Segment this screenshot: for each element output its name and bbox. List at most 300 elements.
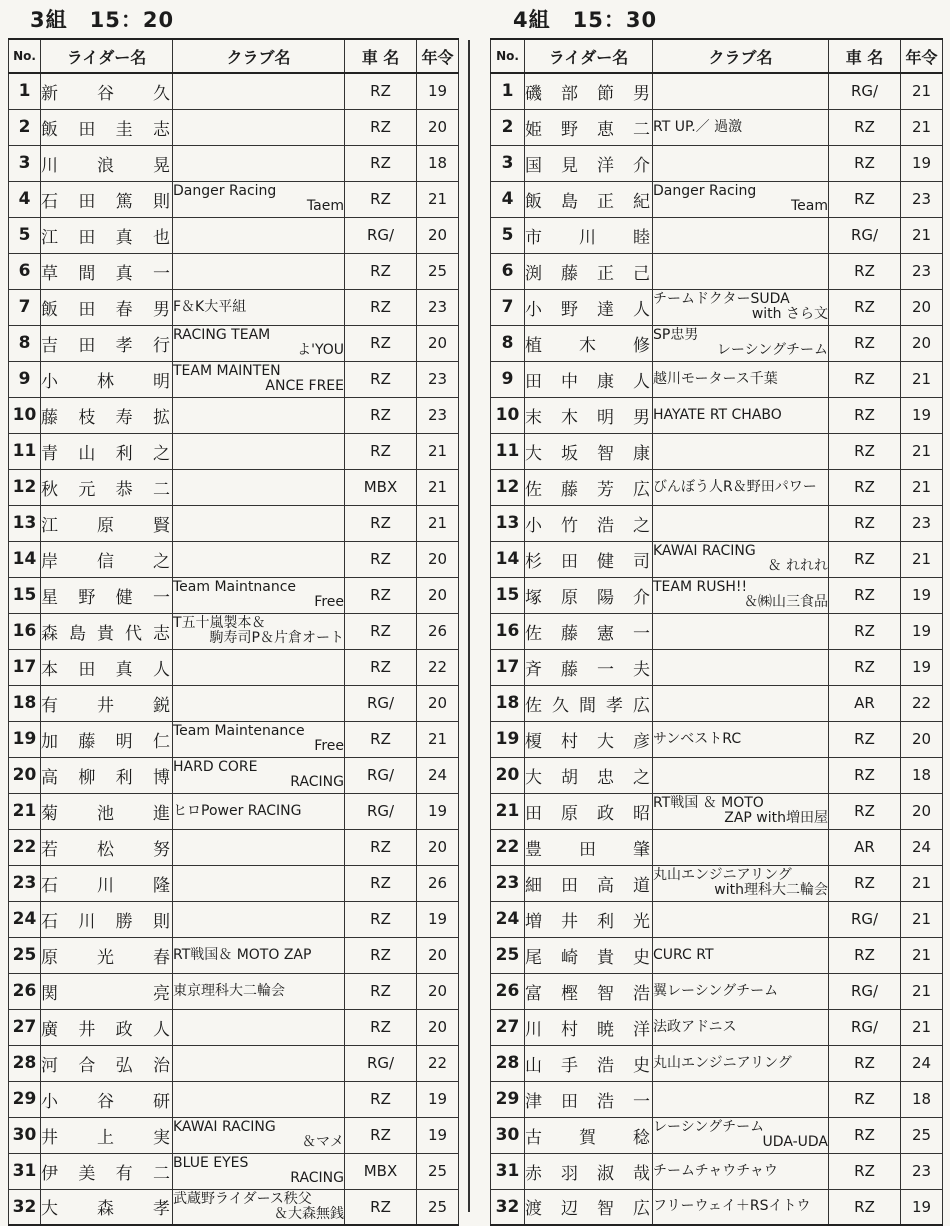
rider-name-cell [41,253,173,289]
rider-name-cell [525,253,653,289]
table-row [9,181,459,217]
table-row [491,577,943,613]
rider-number: 14 [9,541,41,577]
table-row [491,505,943,541]
table-row [491,685,943,721]
rider-name: 星野健一 [41,587,172,608]
rider-name-cell [41,793,173,829]
rider-number: 27 [491,1009,525,1045]
rider-number: 31 [491,1153,525,1189]
vehicle-name: RZ [345,1081,417,1117]
rider-name-cell [525,1153,653,1189]
vehicle-name: RZ [829,109,901,145]
rider-number: 14 [491,541,525,577]
rider-age: 20 [417,217,459,253]
rider-name-cell [525,829,653,865]
rider-name: 山手浩史 [525,1055,652,1076]
club-name-line-1: KAWAI RACING [653,543,756,559]
rider-name-cell [525,109,653,145]
club-name-cell [173,721,345,757]
vehicle-name: RZ [829,1081,901,1117]
club-name-cell [653,289,829,325]
rider-name: 秋元恭二 [41,479,172,500]
rider-number: 18 [491,685,525,721]
header-car: 車 名 [345,39,417,73]
rider-name: 青山利之 [41,443,172,464]
rider-number: 10 [9,397,41,433]
table-row [491,973,943,1009]
vehicle-name: RZ [829,289,901,325]
rider-number: 10 [491,397,525,433]
rider-name-cell [41,469,173,505]
vehicle-name: RZ [345,1189,417,1225]
rider-number: 21 [9,793,41,829]
vehicle-name: RZ [829,1153,901,1189]
rider-number: 8 [491,325,525,361]
club-name-line-1: 法政アドニス [653,1018,737,1035]
club-name-line-2: ＆㈱山三食品 [744,594,828,610]
rider-number: 25 [9,937,41,973]
vehicle-name: RZ [345,289,417,325]
club-name-cell [653,541,829,577]
rider-age: 21 [901,109,943,145]
vehicle-name: RZ [345,145,417,181]
club-name-cell [173,145,345,181]
table-row [491,469,943,505]
club-name-cell [653,109,829,145]
club-name-line-1: チームチャウチャウ [653,1162,778,1179]
rider-name: 赤羽淑哉 [525,1163,652,1184]
rider-age: 23 [417,397,459,433]
club-name-line-2: with さら文 [751,306,828,322]
table-row [491,721,943,757]
club-name-cell [653,505,829,541]
club-name-line-1: 東京理科大二輪会 [173,982,285,999]
rider-name-cell [41,829,173,865]
rider-age: 21 [417,721,459,757]
rider-name-cell [41,1009,173,1045]
vehicle-name: RG/ [829,73,901,109]
club-name-cell [653,469,829,505]
rider-name-cell [525,937,653,973]
table-row [9,1117,459,1153]
table-row [491,937,943,973]
club-name-cell [653,253,829,289]
table-row [491,1153,943,1189]
rider-name: 市川睦 [525,227,652,248]
club-name-line-1: フリーウェイ＋RSイトウ [653,1198,811,1215]
vehicle-name: RZ [345,253,417,289]
club-name-line-1: 丸山エンジニアリング [653,1054,792,1071]
vehicle-name: RZ [829,649,901,685]
rider-name-cell [525,145,653,181]
table-row [491,361,943,397]
table-row [491,73,943,109]
rider-number: 22 [9,829,41,865]
rider-name: 渕藤正己 [525,263,652,284]
rider-number: 1 [9,73,41,109]
rider-number: 15 [9,577,41,613]
table-header-row [491,39,943,73]
rider-number: 26 [491,973,525,1009]
vehicle-name: RZ [345,973,417,1009]
club-name-cell [653,433,829,469]
club-name-cell [653,145,829,181]
rider-name: 佐久間孝広 [525,695,652,716]
rider-name-cell [41,973,173,1009]
rider-age: 21 [901,217,943,253]
column-divider [468,40,470,1212]
vehicle-name: RZ [345,865,417,901]
rider-name-cell [525,1009,653,1045]
group-3-heading: 3組 15：20 [30,8,175,32]
table-row [491,793,943,829]
vehicle-name: RG/ [345,217,417,253]
rider-name: 江田真也 [41,227,172,248]
table-row [9,325,459,361]
rider-name-cell [525,325,653,361]
rider-name: 本田真人 [41,659,172,680]
rider-number: 3 [9,145,41,181]
club-name-line-2: ＆ れれれ [767,558,828,574]
rider-name: 佐藤芳広 [525,479,652,500]
rider-name: 岸信之 [41,551,172,572]
vehicle-name: RZ [829,325,901,361]
table-header-row [9,39,459,73]
club-name-line-1: TEAM RUSH!! [653,579,748,595]
club-name-cell [173,505,345,541]
rider-name-cell [525,181,653,217]
vehicle-name: RZ [345,325,417,361]
rider-age: 21 [901,937,943,973]
rider-age: 26 [417,613,459,649]
rider-name: 塚原陽介 [525,587,652,608]
club-name-line-1: Team Maintnance [173,579,296,595]
rider-number: 20 [9,757,41,793]
club-name-line-1: TEAM MAINTEN [173,363,281,379]
table-row [491,181,943,217]
rider-name: 大胡忠之 [525,767,652,788]
rider-name-cell [525,361,653,397]
club-name-line-1: T五十嵐製本＆ [173,615,266,631]
rider-name: 有井鋭 [41,695,172,716]
table-row [491,433,943,469]
rider-name-cell [525,685,653,721]
table-row [9,469,459,505]
club-name-line-1: F＆K大平組 [173,298,247,315]
club-name-cell [173,865,345,901]
table-row [9,649,459,685]
club-name-cell [653,1009,829,1045]
rider-name-cell [525,973,653,1009]
rider-number: 32 [491,1189,525,1225]
rider-age: 20 [417,325,459,361]
rider-number: 11 [491,433,525,469]
rider-name-cell [41,1117,173,1153]
rider-name-cell [41,217,173,253]
rider-number: 17 [491,649,525,685]
rider-name-cell [41,73,173,109]
vehicle-name: RZ [829,433,901,469]
rider-number: 16 [491,613,525,649]
club-name-cell [653,757,829,793]
rider-name: 飯田圭志 [41,119,172,140]
vehicle-name: RZ [829,361,901,397]
vehicle-name: RG/ [345,685,417,721]
vehicle-name: RZ [829,613,901,649]
rider-name-cell [525,649,653,685]
rider-number: 3 [491,145,525,181]
rider-number: 1 [491,73,525,109]
rider-name-cell [41,181,173,217]
vehicle-name: MBX [345,469,417,505]
table-row [491,109,943,145]
rider-name-cell [41,505,173,541]
table-row [9,613,459,649]
club-name-cell [173,73,345,109]
table-row [491,1045,943,1081]
rider-name: 増井利光 [525,911,652,932]
vehicle-name: MBX [345,1153,417,1189]
rider-age: 19 [901,145,943,181]
club-name-line-2: RACING [290,774,344,790]
rider-number: 13 [9,505,41,541]
vehicle-name: RZ [345,937,417,973]
club-name-line-1: KAWAI RACING [173,1119,276,1135]
rider-number: 6 [491,253,525,289]
header-car: 車 名 [829,39,901,73]
club-name-cell [173,253,345,289]
rider-name-cell [525,541,653,577]
table-row [491,901,943,937]
vehicle-name: RZ [829,1045,901,1081]
rider-number: 19 [491,721,525,757]
table-row [491,1117,943,1153]
club-name-cell [653,397,829,433]
rider-name: 豊田肇 [525,839,652,860]
table-row [491,145,943,181]
rider-age: 20 [417,685,459,721]
rider-name-cell [525,865,653,901]
rider-name-cell [41,397,173,433]
header-rider: ライダー名 [41,39,173,73]
table-row [9,757,459,793]
rider-name: 飯島正紀 [525,191,652,212]
rider-age: 25 [417,1189,459,1225]
rider-age: 23 [901,253,943,289]
club-name-cell [653,577,829,613]
rider-age: 21 [901,901,943,937]
table-row [9,289,459,325]
rider-number: 4 [9,181,41,217]
vehicle-name: RZ [829,181,901,217]
vehicle-name: RZ [345,721,417,757]
table-row [9,901,459,937]
vehicle-name: RZ [829,253,901,289]
rider-number: 8 [9,325,41,361]
club-name-line-1: HARD CORE [173,759,258,775]
vehicle-name: RZ [345,397,417,433]
club-name-line-2: よ'YOU [297,342,344,358]
rider-age: 23 [901,505,943,541]
table-row [491,865,943,901]
club-name-cell [173,613,345,649]
club-name-line-2: ＆大森無銭 [274,1205,344,1222]
rider-name: 小竹浩之 [525,515,652,536]
rider-name-cell [41,757,173,793]
club-name-cell [653,973,829,1009]
rider-name-cell [41,721,173,757]
rider-number: 30 [9,1117,41,1153]
rider-name: 廣井政人 [41,1019,172,1040]
vehicle-name: RZ [829,1189,901,1225]
rider-name-cell [525,1081,653,1117]
rider-age: 19 [417,793,459,829]
club-name-line-1: RACING TEAM [173,327,271,343]
rider-name: 津田浩一 [525,1091,652,1112]
table-row [9,1081,459,1117]
club-name-cell [653,865,829,901]
rider-name: 石川隆 [41,875,172,896]
rider-number: 12 [9,469,41,505]
rider-number: 2 [491,109,525,145]
table-row [491,1009,943,1045]
rider-age: 22 [417,1045,459,1081]
table-row [9,1045,459,1081]
rider-name: 川浪晃 [41,155,172,176]
table-row [491,829,943,865]
table-row [491,1081,943,1117]
vehicle-name: RZ [829,469,901,505]
vehicle-name: RZ [345,829,417,865]
rider-age: 21 [417,469,459,505]
club-name-line-1: Danger Racing [653,183,757,199]
club-name-cell [173,397,345,433]
rider-age: 19 [417,901,459,937]
rider-name: 古賀稔 [525,1127,652,1148]
rider-name: 関亮 [41,983,172,1004]
group-4-table [490,38,943,1226]
club-name-cell [173,1009,345,1045]
rider-name-cell [41,145,173,181]
rider-name-cell [41,937,173,973]
rider-age: 21 [901,433,943,469]
club-name-line-2: RACING [290,1170,344,1186]
rider-age: 23 [417,361,459,397]
rider-name: 新谷久 [41,83,172,104]
club-name-cell [173,973,345,1009]
rider-name-cell [41,289,173,325]
rider-name: 大坂智康 [525,443,652,464]
rider-name-cell [41,613,173,649]
club-name-line-1: SP忠男 [653,327,699,343]
club-name-line-2: Free [314,594,344,610]
rider-age: 21 [417,433,459,469]
group-3-table [8,38,459,1226]
rider-age: 21 [901,73,943,109]
club-name-cell [173,577,345,613]
rider-number: 12 [491,469,525,505]
rider-name: 佐藤憲一 [525,623,652,644]
table-row [9,973,459,1009]
rider-age: 21 [901,973,943,1009]
vehicle-name: RZ [345,433,417,469]
vehicle-name: RZ [345,73,417,109]
header-club: クラブ名 [653,39,829,73]
club-name-cell [173,541,345,577]
rider-name: 吉田孝行 [41,335,172,356]
club-name-cell [173,1153,345,1189]
club-name-line-2: ZAP with増田屋 [724,810,828,826]
rider-name: 渡辺智広 [525,1199,652,1220]
club-name-cell [653,1153,829,1189]
vehicle-name: RZ [829,721,901,757]
club-name-cell [653,613,829,649]
rider-name: 植木修 [525,335,652,356]
vehicle-name: RG/ [829,973,901,1009]
rider-name-cell [41,541,173,577]
table-row [9,1153,459,1189]
rider-name: 磯部節男 [525,83,652,104]
club-name-cell [173,109,345,145]
rider-age: 20 [901,289,943,325]
club-name-cell [653,181,829,217]
rider-name: 尾崎貴史 [525,947,652,968]
rider-number: 23 [9,865,41,901]
rider-name: 石川勝則 [41,911,172,932]
rider-age: 20 [417,829,459,865]
rider-age: 20 [417,577,459,613]
rider-number: 4 [491,181,525,217]
table-row [9,685,459,721]
rider-age: 19 [901,577,943,613]
rider-name: 石田篤則 [41,191,172,212]
vehicle-name: RG/ [345,793,417,829]
rider-name-cell [525,505,653,541]
rider-number: 23 [491,865,525,901]
table-row [9,433,459,469]
club-name-cell [653,685,829,721]
rider-age: 21 [901,541,943,577]
rider-number: 7 [491,289,525,325]
rider-number: 26 [9,973,41,1009]
rider-number: 16 [9,613,41,649]
rider-name: 末木明男 [525,407,652,428]
rider-number: 24 [491,901,525,937]
rider-age: 19 [901,397,943,433]
vehicle-name: RZ [345,649,417,685]
club-name-line-1: CURC RT [653,946,714,963]
rider-name: 加藤明仁 [41,731,172,752]
club-name-cell [173,1117,345,1153]
rider-name: 榎村大彦 [525,731,652,752]
table-row [491,217,943,253]
table-row [9,253,459,289]
rider-name: 藤枝寿拡 [41,407,172,428]
vehicle-name: RZ [829,505,901,541]
table-row [491,325,943,361]
club-name-line-1: 越川モータース千葉 [653,370,778,387]
club-name-cell [653,1045,829,1081]
rider-number: 29 [491,1081,525,1117]
club-name-cell [173,217,345,253]
vehicle-name: RZ [345,1009,417,1045]
vehicle-name: RZ [829,865,901,901]
rider-age: 25 [417,1153,459,1189]
rider-name: 田中康人 [525,371,652,392]
rider-name-cell [525,721,653,757]
club-name-line-1: 武蔵野ライダース秩父 [173,1190,312,1207]
